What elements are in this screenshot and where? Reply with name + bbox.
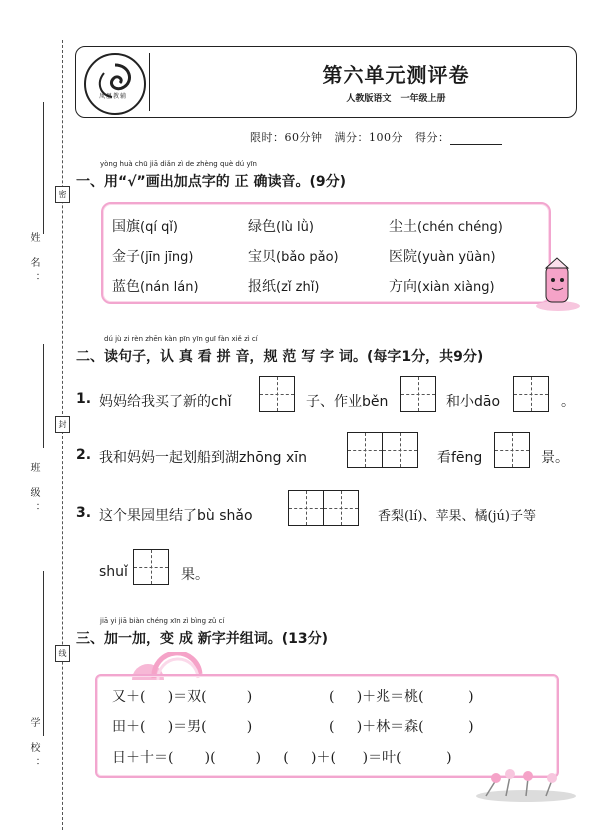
question-number: 2. [76,447,92,463]
writing-grid[interactable] [288,490,359,526]
binding-dashed-line [62,40,63,830]
writing-grid[interactable] [133,549,169,585]
equation-row[interactable]: 田＋( )＝男( ) [112,719,253,735]
page-title: 第六单元测评卷 [322,63,470,87]
section1-pinyin: yòng huà chū jiā diǎn zì de zhèng què dú yīn [100,160,257,168]
logo-divider [149,53,150,111]
equation-row[interactable]: ( )＋林＝森( ) [329,719,474,735]
school-line [43,571,44,736]
option-item[interactable]: 蓝色(nán lán) [112,279,199,295]
writing-grid[interactable] [400,376,436,412]
option-item[interactable]: 绿色(lù lǜ) [248,219,314,235]
seal-mark-2: 封 [55,416,70,433]
logo-text: 凤凰教辅 [98,93,127,100]
full-score: 满分：100分 [334,131,403,144]
section3-pinyin: jiā yi jiā biàn chéng xīn zì bìng zǔ cí [100,617,225,625]
section3-title: 三、加一加，变 成 新字并组词。(13分) [76,631,329,647]
q2-text-a: 我和妈妈一起划船到湖zhōng xīn [99,450,308,466]
q1-text-a: 妈妈给我买了新的chǐ [99,394,232,410]
question-number: 3. [76,505,92,521]
equation-row[interactable]: 又＋( )＝双( ) [112,689,253,705]
section2-pinyin: dú jù zi rèn zhēn kàn pīn yīn guī fàn xiě zì cí [104,335,258,343]
writing-grid[interactable] [494,432,530,468]
pencil-mascot-icon [534,256,582,314]
equation-row[interactable]: 日＋十＝( )( ) ( )＋( )＝叶( ) [112,750,452,766]
writing-grid[interactable] [347,432,418,468]
score-label: 得分： [415,131,450,144]
class-label: 班 级： [28,462,39,520]
header-box [75,46,577,118]
name-line [43,102,44,234]
q1-text-d: 。 [561,394,575,410]
option-item[interactable]: 尘土(chén chéng) [389,219,503,235]
logo-icon [84,53,146,115]
q3-text-d: 果。 [181,567,209,583]
q3-text-b: 香梨(lí)、苹果、橘(jú)子等 [378,509,537,524]
section1-title: 一、用“√”画出加点字的 正 确读音。(9分) [76,174,347,190]
q3-text-c: shuǐ [99,564,128,580]
writing-grid[interactable] [259,376,295,412]
q1-text-c: 和小dāo [446,394,501,410]
equation-row[interactable]: ( )＋兆＝桃( ) [329,689,474,705]
option-item[interactable]: 金子(jīn jīng) [112,249,194,265]
exam-info [250,129,502,145]
school-label: 学 校： [28,717,39,775]
option-item[interactable]: 报纸(zǐ zhǐ) [248,279,320,295]
option-item[interactable]: 宝贝(bǎo pǎo) [248,249,339,265]
q1-text-b: 子、作业běn [306,394,389,410]
time-limit: 限时：60分钟 [250,131,323,144]
section2-title: 二、读句子，认 真 看 拼 音，规 范 写 字 词。(每字1分，共9分) [76,349,484,365]
question-number: 1. [76,391,92,407]
flowers-icon [466,766,576,802]
option-item[interactable]: 方向(xiàn xiàng) [389,279,495,295]
seal-mark-1: 密 [55,186,70,203]
option-item[interactable]: 医院(yuàn yüàn) [389,249,496,265]
score-blank[interactable] [450,133,502,145]
option-item[interactable]: 国旗(qí qǐ) [112,219,179,235]
page-subtitle: 人教版语文 一年级上册 [346,94,446,104]
q3-text-a: 这个果园里结了bù shǎo [99,508,253,524]
q2-text-c: 景。 [541,450,569,466]
writing-grid[interactable] [513,376,549,412]
seal-mark-3: 线 [55,645,70,662]
name-label: 姓 名： [28,232,39,290]
q2-text-b: 看fēng [437,450,483,466]
class-line [43,344,44,448]
